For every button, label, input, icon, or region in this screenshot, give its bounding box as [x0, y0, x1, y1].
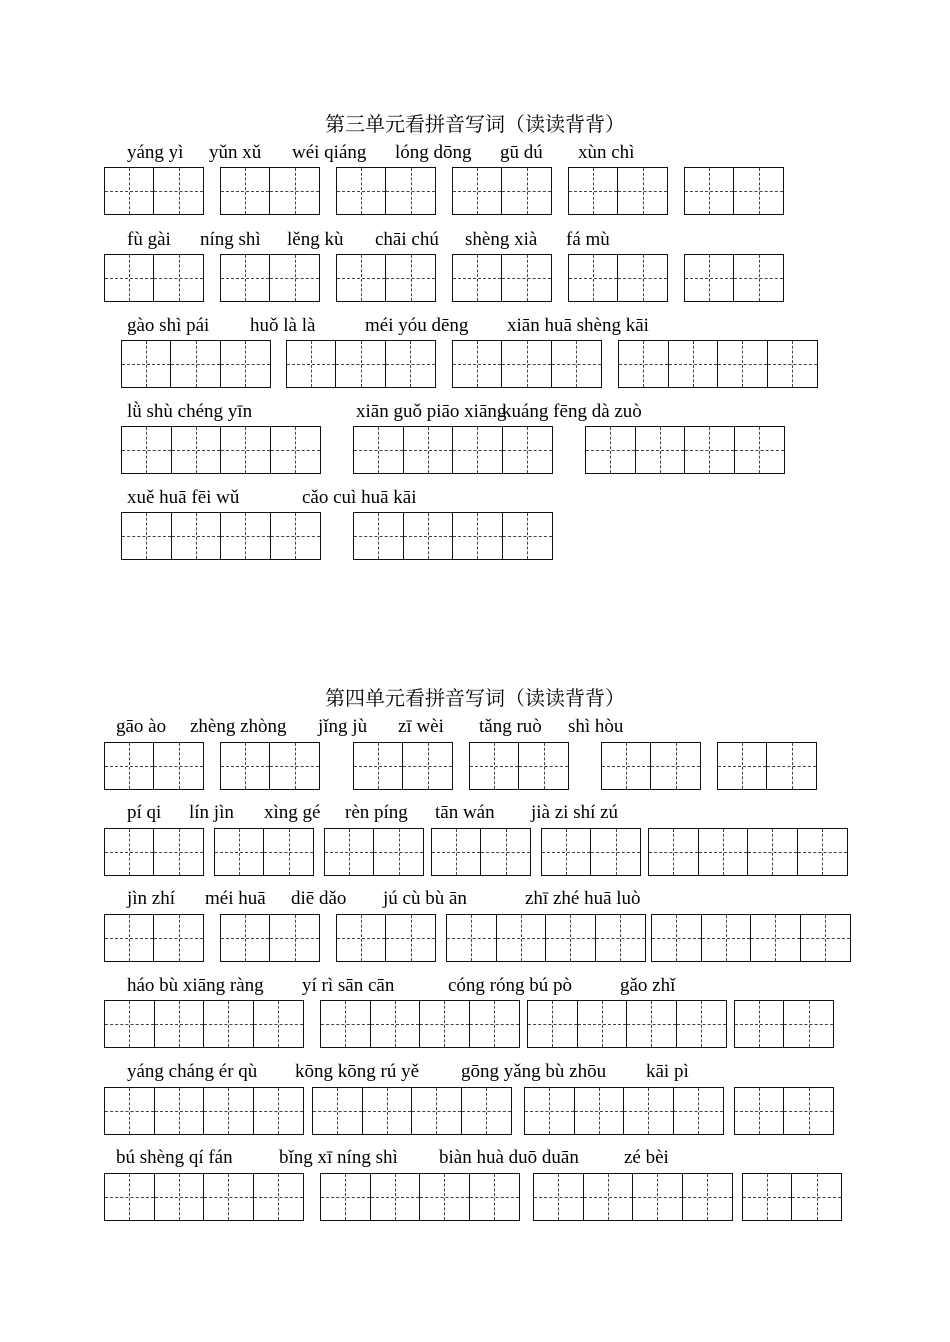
writing-grid[interactable] — [336, 167, 436, 215]
writing-cell[interactable] — [105, 915, 154, 961]
writing-cell[interactable] — [171, 341, 220, 387]
writing-grid[interactable] — [121, 426, 321, 474]
writing-cell[interactable] — [204, 1088, 254, 1134]
writing-grid[interactable] — [104, 1000, 304, 1048]
pinyin-label: diē dǎo — [291, 888, 347, 909]
writing-cell[interactable] — [155, 1174, 205, 1220]
writing-cell[interactable] — [354, 743, 403, 789]
writing-cell[interactable] — [702, 915, 752, 961]
pinyin-label: pí qi — [127, 802, 162, 823]
writing-grid[interactable] — [734, 1000, 834, 1048]
writing-cell[interactable] — [254, 1001, 304, 1047]
section-title-unit-4: 第四单元看拼音写词（读读背背） — [325, 688, 625, 710]
writing-cell[interactable] — [534, 1174, 584, 1220]
writing-grid[interactable] — [121, 512, 321, 560]
writing-cell[interactable] — [221, 513, 271, 559]
pinyin-label: bǐng xī níng shì — [279, 1147, 398, 1168]
writing-cell[interactable] — [447, 915, 497, 961]
writing-cell[interactable] — [254, 1174, 304, 1220]
writing-grid[interactable] — [527, 1000, 727, 1048]
pinyin-label: chāi chú — [375, 229, 439, 250]
writing-grid[interactable] — [220, 914, 320, 962]
writing-cell[interactable] — [578, 1001, 628, 1047]
pinyin-label: zī wèi — [398, 716, 444, 737]
pinyin-label: yí rì sān cān — [302, 975, 395, 996]
writing-grid[interactable] — [469, 742, 569, 790]
writing-grid[interactable] — [541, 828, 641, 876]
writing-cell[interactable] — [215, 829, 264, 875]
writing-cell[interactable] — [591, 829, 640, 875]
writing-grid[interactable] — [734, 1087, 834, 1135]
writing-grid[interactable] — [320, 1173, 520, 1221]
writing-grid[interactable] — [717, 742, 817, 790]
writing-cell[interactable] — [354, 427, 404, 473]
writing-grid[interactable] — [618, 340, 818, 388]
writing-cell[interactable] — [105, 168, 154, 214]
writing-cell[interactable] — [270, 743, 319, 789]
pinyin-label: gào shì pái — [127, 315, 210, 336]
pinyin-label: gōng yǎng bù zhōu — [461, 1061, 607, 1082]
writing-cell[interactable] — [633, 1174, 683, 1220]
writing-cell[interactable] — [503, 513, 553, 559]
writing-grid[interactable] — [214, 828, 314, 876]
writing-cell[interactable] — [287, 341, 336, 387]
writing-cell[interactable] — [525, 1088, 575, 1134]
writing-cell[interactable] — [154, 168, 203, 214]
writing-grid[interactable] — [220, 167, 320, 215]
pinyin-label: gū dú — [500, 142, 543, 163]
writing-cell[interactable] — [718, 743, 767, 789]
writing-cell[interactable] — [271, 427, 321, 473]
section-title-unit-3: 第三单元看拼音写词（读读背背） — [325, 114, 625, 136]
pinyin-label: kuáng fēng dà zuò — [502, 401, 642, 422]
writing-cell[interactable] — [404, 513, 454, 559]
writing-cell[interactable] — [386, 915, 435, 961]
writing-cell[interactable] — [743, 1174, 792, 1220]
writing-cell[interactable] — [674, 1088, 724, 1134]
writing-grid[interactable] — [533, 1173, 733, 1221]
pinyin-label: yǔn xǔ — [209, 142, 262, 163]
writing-grid[interactable] — [324, 828, 424, 876]
writing-grid[interactable] — [312, 1087, 512, 1135]
writing-grid[interactable] — [336, 914, 436, 962]
writing-cell[interactable] — [734, 255, 783, 301]
pinyin-label: zé bèi — [624, 1147, 669, 1168]
writing-cell[interactable] — [453, 255, 502, 301]
writing-cell[interactable] — [374, 829, 423, 875]
writing-cell[interactable] — [596, 915, 646, 961]
writing-cell[interactable] — [221, 743, 270, 789]
pinyin-label: gǎo zhǐ — [620, 975, 676, 996]
writing-cell[interactable] — [792, 1174, 841, 1220]
writing-cell[interactable] — [386, 168, 435, 214]
writing-cell[interactable] — [798, 829, 848, 875]
writing-cell[interactable] — [718, 341, 768, 387]
pinyin-label: jú cù bù ān — [383, 888, 467, 909]
writing-cell[interactable] — [371, 1001, 421, 1047]
writing-grid[interactable] — [601, 742, 701, 790]
writing-cell[interactable] — [669, 341, 719, 387]
pinyin-label: kāi pì — [646, 1061, 689, 1082]
writing-cell[interactable] — [105, 1174, 155, 1220]
writing-cell[interactable] — [432, 829, 481, 875]
writing-cell[interactable] — [371, 1174, 421, 1220]
writing-cell[interactable] — [528, 1001, 578, 1047]
pinyin-label: yáng yì — [127, 142, 184, 163]
pinyin-label: lǜ shù chéng yīn — [127, 401, 253, 422]
pinyin-label: lěng kù — [287, 229, 344, 250]
writing-cell[interactable] — [584, 1174, 634, 1220]
pinyin-label: bú shèng qí fán — [116, 1147, 233, 1168]
pinyin-label: fá mù — [566, 229, 610, 250]
writing-cell[interactable] — [586, 427, 636, 473]
writing-cell[interactable] — [221, 255, 270, 301]
writing-cell[interactable] — [502, 168, 551, 214]
writing-cell[interactable] — [470, 743, 519, 789]
writing-grid[interactable] — [220, 254, 320, 302]
writing-cell[interactable] — [481, 829, 530, 875]
writing-cell[interactable] — [386, 255, 435, 301]
pinyin-label: cǎo cuì huā kāi — [302, 487, 417, 508]
pinyin-label: xùn chì — [578, 142, 635, 163]
writing-cell[interactable] — [552, 341, 601, 387]
pinyin-label: tān wán — [435, 802, 495, 823]
pinyin-label: xìng gé — [264, 802, 321, 823]
writing-cell[interactable] — [105, 829, 154, 875]
writing-cell[interactable] — [386, 341, 435, 387]
writing-cell[interactable] — [683, 1174, 733, 1220]
writing-grid[interactable] — [353, 742, 453, 790]
writing-cell[interactable] — [403, 743, 452, 789]
writing-cell[interactable] — [270, 255, 319, 301]
writing-cell[interactable] — [685, 168, 734, 214]
writing-cell[interactable] — [154, 255, 203, 301]
pinyin-label: jìn zhí — [127, 888, 176, 909]
writing-cell[interactable] — [767, 743, 816, 789]
pinyin-label: shèng xià — [465, 229, 538, 250]
writing-cell[interactable] — [155, 1001, 205, 1047]
writing-cell[interactable] — [404, 427, 454, 473]
writing-cell[interactable] — [363, 1088, 413, 1134]
writing-grid[interactable] — [104, 828, 204, 876]
writing-cell[interactable] — [751, 915, 801, 961]
writing-cell[interactable] — [619, 341, 669, 387]
writing-cell[interactable] — [221, 341, 270, 387]
pinyin-label: cóng róng bú pò — [448, 975, 573, 996]
pinyin-label: rèn píng — [345, 802, 408, 823]
pinyin-label: lóng dōng — [395, 142, 472, 163]
writing-grid[interactable] — [104, 742, 204, 790]
writing-grid[interactable] — [452, 340, 602, 388]
writing-cell[interactable] — [313, 1088, 363, 1134]
writing-grid[interactable] — [585, 426, 785, 474]
writing-grid[interactable] — [104, 254, 204, 302]
writing-cell[interactable] — [154, 829, 203, 875]
writing-cell[interactable] — [325, 829, 374, 875]
writing-cell[interactable] — [519, 743, 568, 789]
writing-cell[interactable] — [649, 829, 699, 875]
writing-grid[interactable] — [104, 1173, 304, 1221]
writing-grid[interactable] — [336, 254, 436, 302]
writing-cell[interactable] — [264, 829, 313, 875]
writing-cell[interactable] — [627, 1001, 677, 1047]
writing-cell[interactable] — [221, 427, 271, 473]
writing-cell[interactable] — [546, 915, 596, 961]
writing-cell[interactable] — [337, 168, 386, 214]
writing-cell[interactable] — [748, 829, 798, 875]
pinyin-label: jǐng jù — [318, 716, 368, 737]
writing-cell[interactable] — [652, 915, 702, 961]
writing-grid[interactable] — [742, 1173, 842, 1221]
writing-cell[interactable] — [602, 743, 651, 789]
writing-cell[interactable] — [122, 427, 172, 473]
writing-cell[interactable] — [624, 1088, 674, 1134]
writing-cell[interactable] — [569, 168, 618, 214]
writing-cell[interactable] — [768, 341, 818, 387]
writing-grid[interactable] — [431, 828, 531, 876]
writing-cell[interactable] — [221, 168, 270, 214]
pinyin-label: lín jìn — [189, 802, 234, 823]
pinyin-label: zhī zhé huā luò — [525, 888, 641, 909]
writing-cell[interactable] — [254, 1088, 304, 1134]
writing-cell[interactable] — [470, 1174, 520, 1220]
writing-cell[interactable] — [105, 1088, 155, 1134]
pinyin-label: fù gài — [127, 229, 171, 250]
pinyin-label: méi yóu dēng — [365, 315, 469, 336]
writing-cell[interactable] — [172, 513, 222, 559]
writing-grid[interactable] — [104, 167, 204, 215]
writing-cell[interactable] — [204, 1174, 254, 1220]
writing-grid[interactable] — [452, 254, 552, 302]
writing-cell[interactable] — [204, 1001, 254, 1047]
pinyin-label: yáng cháng ér qù — [127, 1061, 258, 1082]
writing-grid[interactable] — [651, 914, 851, 962]
writing-grid[interactable] — [684, 167, 784, 215]
writing-cell[interactable] — [784, 1001, 833, 1047]
writing-cell[interactable] — [575, 1088, 625, 1134]
writing-cell[interactable] — [497, 915, 547, 961]
writing-grid[interactable] — [568, 167, 668, 215]
writing-grid[interactable] — [286, 340, 436, 388]
writing-cell[interactable] — [172, 427, 222, 473]
writing-cell[interactable] — [122, 513, 172, 559]
writing-grid[interactable] — [452, 167, 552, 215]
pinyin-label: gāo ào — [116, 716, 167, 737]
writing-grid[interactable] — [353, 426, 553, 474]
writing-cell[interactable] — [337, 915, 386, 961]
writing-grid[interactable] — [121, 340, 271, 388]
writing-cell[interactable] — [221, 915, 270, 961]
writing-cell[interactable] — [321, 1001, 371, 1047]
pinyin-label: biàn huà duō duān — [439, 1147, 579, 1168]
writing-cell[interactable] — [734, 168, 783, 214]
pinyin-label: xuě huā fēi wǔ — [127, 487, 240, 508]
writing-cell[interactable] — [105, 255, 154, 301]
writing-grid[interactable] — [648, 828, 848, 876]
writing-cell[interactable] — [636, 427, 686, 473]
pinyin-label: háo bù xiāng ràng — [127, 975, 264, 996]
writing-cell[interactable] — [462, 1088, 512, 1134]
pinyin-label: méi huā — [205, 888, 266, 909]
pinyin-label: xiān huā shèng kāi — [507, 315, 649, 336]
pinyin-label: jià zi shí zú — [531, 802, 619, 823]
writing-cell[interactable] — [677, 1001, 727, 1047]
writing-cell[interactable] — [154, 915, 203, 961]
writing-cell[interactable] — [502, 255, 551, 301]
writing-grid[interactable] — [220, 742, 320, 790]
writing-cell[interactable] — [105, 1001, 155, 1047]
writing-grid[interactable] — [446, 914, 646, 962]
writing-cell[interactable] — [321, 1174, 371, 1220]
writing-grid[interactable] — [104, 1087, 304, 1135]
writing-grid[interactable] — [568, 254, 668, 302]
writing-cell[interactable] — [453, 168, 502, 214]
pinyin-label: xiān guǒ piāo xiāng — [356, 401, 507, 422]
writing-cell[interactable] — [453, 513, 503, 559]
writing-cell[interactable] — [801, 915, 851, 961]
writing-cell[interactable] — [618, 168, 667, 214]
writing-cell[interactable] — [618, 255, 667, 301]
writing-cell[interactable] — [122, 341, 171, 387]
pinyin-label: tǎng ruò — [479, 716, 542, 737]
writing-cell[interactable] — [685, 255, 734, 301]
writing-cell[interactable] — [503, 427, 553, 473]
writing-cell[interactable] — [105, 743, 154, 789]
writing-cell[interactable] — [453, 341, 502, 387]
writing-cell[interactable] — [699, 829, 749, 875]
writing-cell[interactable] — [470, 1001, 520, 1047]
writing-cell[interactable] — [354, 513, 404, 559]
writing-cell[interactable] — [155, 1088, 205, 1134]
pinyin-label: shì hòu — [568, 716, 624, 737]
writing-cell[interactable] — [420, 1174, 470, 1220]
writing-grid[interactable] — [684, 254, 784, 302]
writing-cell[interactable] — [337, 255, 386, 301]
writing-cell[interactable] — [420, 1001, 470, 1047]
writing-cell[interactable] — [735, 427, 785, 473]
pinyin-label: wéi qiáng — [292, 142, 367, 163]
pinyin-label: níng shì — [200, 229, 261, 250]
writing-cell[interactable] — [270, 915, 319, 961]
writing-cell[interactable] — [542, 829, 591, 875]
pinyin-label: huǒ là là — [250, 315, 316, 336]
writing-cell[interactable] — [453, 427, 503, 473]
pinyin-label: zhèng zhòng — [190, 716, 287, 737]
writing-cell[interactable] — [336, 341, 385, 387]
writing-cell[interactable] — [569, 255, 618, 301]
writing-grid[interactable] — [353, 512, 553, 560]
writing-cell[interactable] — [154, 743, 203, 789]
writing-cell[interactable] — [784, 1088, 833, 1134]
writing-cell[interactable] — [270, 168, 319, 214]
writing-grid[interactable] — [320, 1000, 520, 1048]
pinyin-label: kōng kōng rú yě — [295, 1061, 420, 1082]
writing-cell[interactable] — [271, 513, 321, 559]
writing-cell[interactable] — [685, 427, 735, 473]
writing-grid[interactable] — [524, 1087, 724, 1135]
writing-cell[interactable] — [735, 1001, 784, 1047]
writing-grid[interactable] — [104, 914, 204, 962]
writing-cell[interactable] — [651, 743, 700, 789]
writing-cell[interactable] — [412, 1088, 462, 1134]
writing-cell[interactable] — [735, 1088, 784, 1134]
writing-cell[interactable] — [502, 341, 551, 387]
